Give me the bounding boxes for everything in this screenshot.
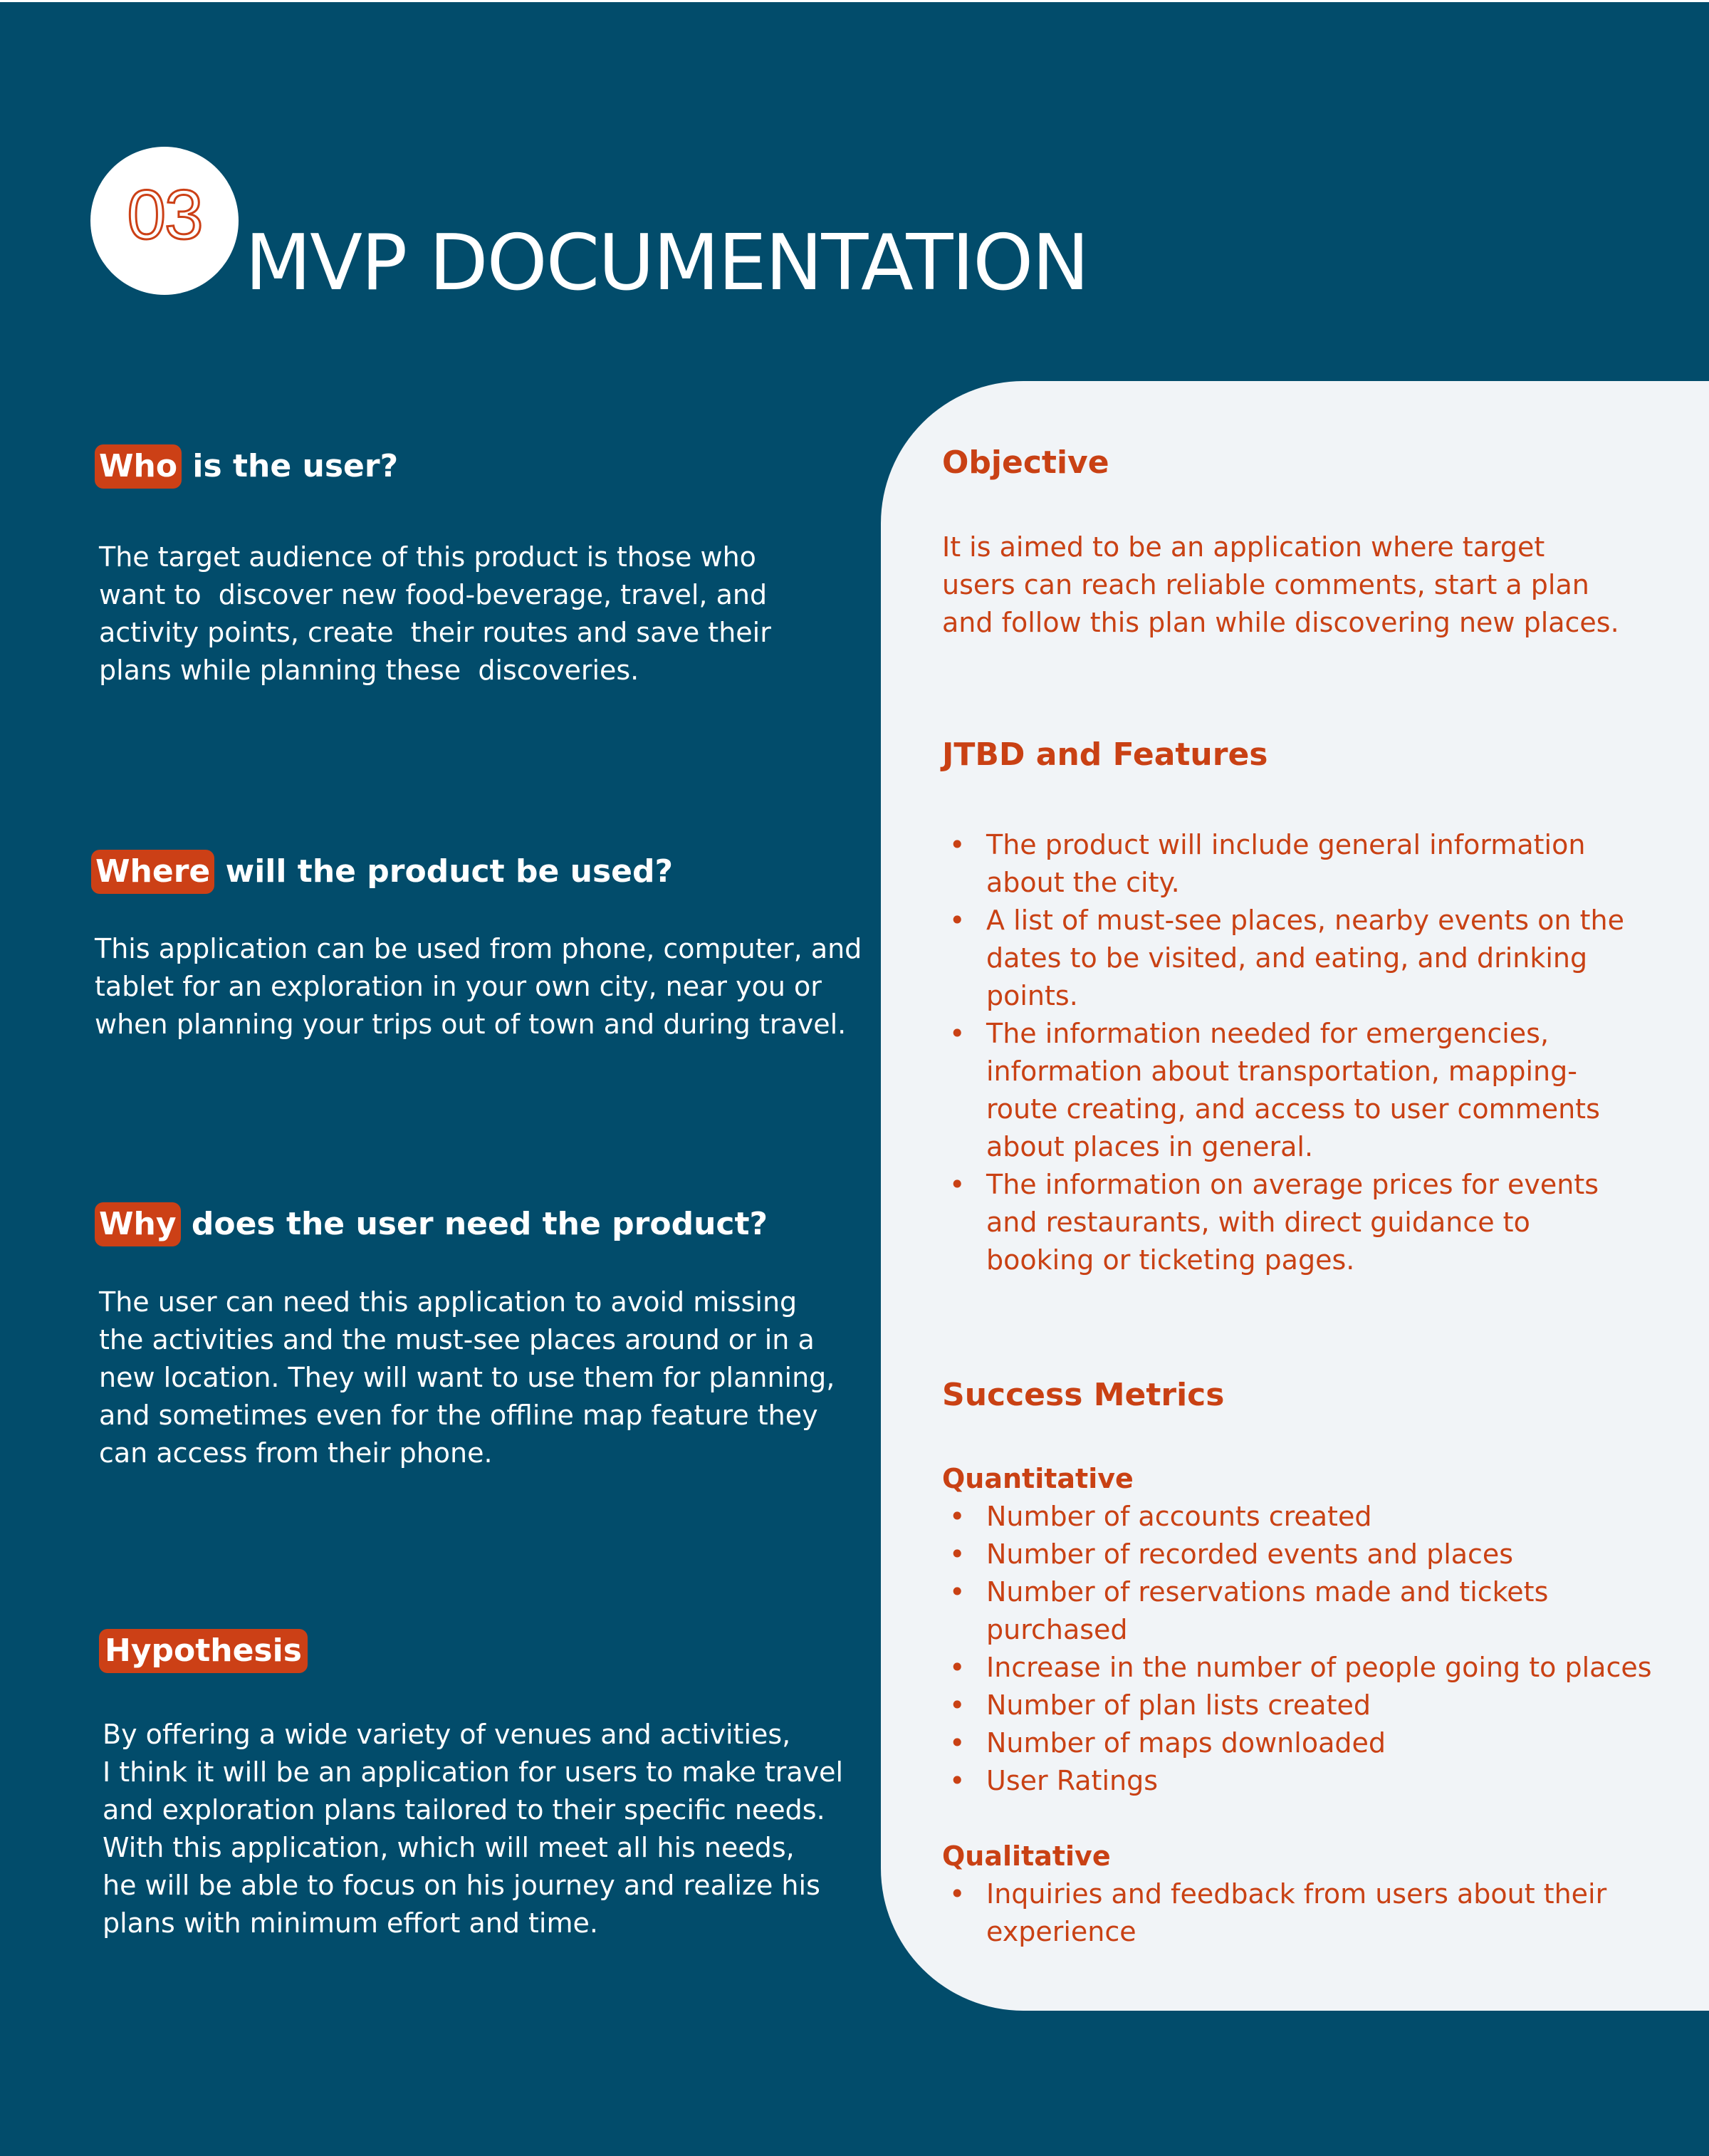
bullet-icon: • [949,829,966,860]
bullet-icon: • [949,1576,966,1608]
where-heading [91,850,673,894]
jtbd-line: route creating, and access to user comments [986,1093,1600,1125]
hypothesis-heading [99,1629,308,1673]
why-highlight: Why [95,1202,181,1246]
why-heading [95,1202,768,1246]
why-line: the activities and the must-see places around or in a [99,1324,815,1355]
metric-line: Number of reservations made and tickets [986,1576,1549,1608]
quantitative-list [942,1498,1652,1800]
hypothesis-line: By offering a wide variety of venues and activities, [103,1719,791,1750]
top-border [0,0,1709,2]
where-highlight: Where [91,850,214,894]
jtbd-heading: JTBD and Features [942,736,1268,773]
jtbd-line: The information on average prices for events [986,1169,1599,1200]
objective-line: users can reach reliable comments, start a plan [942,569,1589,600]
objective-text [942,528,1619,642]
page-title: MVP DOCUMENTATION [245,219,1089,308]
quantitative-item [942,1498,1652,1536]
bullet-icon: • [949,1538,966,1570]
why-line: The user can need this application to avoid missing [99,1286,798,1318]
quantitative-item [942,1724,1652,1762]
metric-line: Increase in the number of people going to places [986,1652,1652,1683]
where-heading-rest: will the product be used? [214,853,674,890]
success-metrics-heading: Success Metrics [942,1377,1225,1413]
jtbd-line: dates to be visited, and eating, and drinking [986,942,1588,974]
section-number: 03 [127,175,202,254]
who-line: plans while planning these discoveries. [99,655,639,686]
quantitative-item [942,1649,1652,1687]
jtbd-list [942,826,1624,1279]
jtbd-line: and restaurants, with direct guidance to [986,1207,1530,1238]
objective-line: It is aimed to be an application where target [942,531,1545,563]
jtbd-line: points. [986,980,1078,1011]
who-heading-rest: is the user? [182,448,399,484]
qualitative-item [942,1875,1606,1951]
jtbd-item [942,1166,1624,1279]
where-line: tablet for an exploration in your own city, near you or [95,971,822,1002]
who-line: activity points, create their routes and save their [99,617,771,648]
who-line: The target audience of this product is those who [99,541,756,573]
objective-heading: Objective [942,444,1109,481]
hypothesis-highlight: Hypothesis [99,1629,308,1673]
jtbd-line: The information needed for emergencies, [986,1018,1549,1049]
bullet-icon: • [949,1169,966,1200]
hypothesis-line: With this application, which will meet all his needs, [103,1832,795,1863]
where-line: This application can be used from phone, computer, and [95,933,862,964]
bullet-icon: • [949,1689,966,1721]
quantitative-item [942,1762,1652,1800]
jtbd-item [942,902,1624,1015]
jtbd-item [942,1015,1624,1166]
quantitative-item [942,1536,1652,1573]
jtbd-line: The product will include general information [986,829,1586,860]
bullet-icon: • [949,1878,966,1910]
who-line: want to discover new food-beverage, travel, and [99,579,768,610]
jtbd-line: information about transportation, mapping- [986,1056,1577,1087]
metric-line: User Ratings [986,1765,1159,1796]
hypothesis-line: and exploration plans tailored to their specific needs. [103,1794,825,1826]
why-line: new location. They will want to use them for planning, [99,1362,835,1393]
where-text [95,930,862,1043]
metric-line: experience [986,1916,1136,1947]
where-line: when planning your trips out of town and during travel. [95,1009,847,1040]
metric-line: purchased [986,1614,1128,1645]
hypothesis-line: I think it will be an application for users to make travel [103,1756,844,1788]
bullet-icon: • [949,905,966,936]
bullet-icon: • [949,1727,966,1759]
jtbd-line: about the city. [986,867,1180,898]
why-text [99,1283,835,1472]
bullet-icon: • [949,1501,966,1532]
metric-line: Number of accounts created [986,1501,1372,1532]
who-heading [95,444,398,489]
metric-line: Number of recorded events and places [986,1538,1514,1570]
quantitative-item [942,1573,1652,1649]
section-number-badge [90,147,239,295]
bullet-icon: • [949,1652,966,1683]
who-text [99,538,771,689]
why-line: can access from their phone. [99,1437,493,1469]
bullet-icon: • [949,1765,966,1796]
bullet-icon: • [949,1018,966,1049]
qualitative-label: Qualitative [942,1840,1111,1872]
jtbd-item [942,826,1624,902]
who-highlight: Who [95,444,182,489]
hypothesis-text [103,1716,843,1942]
metric-line: Number of plan lists created [986,1689,1371,1721]
quantitative-item [942,1687,1652,1724]
why-line: and sometimes even for the offline map feature they [99,1400,818,1431]
jtbd-line: A list of must-see places, nearby events on the [986,905,1624,936]
qualitative-list [942,1875,1606,1951]
jtbd-line: booking or ticketing pages. [986,1244,1355,1276]
jtbd-line: about places in general. [986,1131,1314,1162]
why-heading-rest: does the user need the product? [180,1206,768,1242]
hypothesis-line: plans with minimum effort and time. [103,1907,598,1939]
quantitative-label: Quantitative [942,1463,1134,1494]
objective-line: and follow this plan while discovering new places. [942,607,1619,638]
metric-line: Inquiries and feedback from users about their [986,1878,1607,1910]
hypothesis-line: he will be able to focus on his journey and realize his [103,1870,820,1901]
metric-line: Number of maps downloaded [986,1727,1386,1759]
